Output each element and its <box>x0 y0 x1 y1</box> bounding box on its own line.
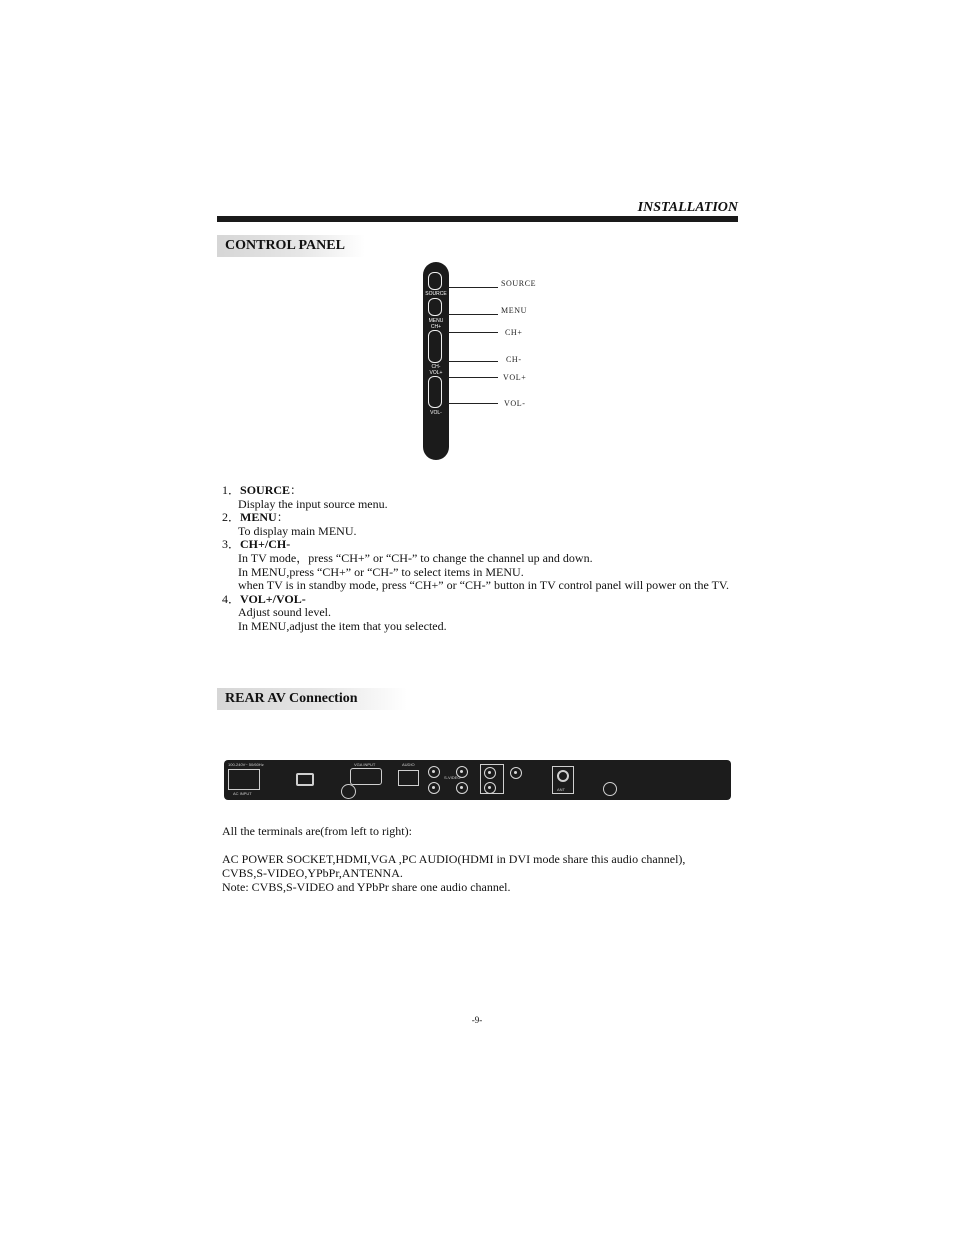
item-text: Adjust sound level. <box>238 605 331 620</box>
item-text: when TV is in standby mode, press “CH+” or “CH-” button in TV control panel will power on the TV. <box>238 578 730 593</box>
rear-av-title: REAR AV Connection <box>225 691 358 706</box>
ant-label: ANT <box>557 787 565 792</box>
source-key <box>428 272 442 290</box>
rear-panel-illustration <box>224 760 731 800</box>
terminals-list-line-1: AC POWER SOCKET,HDMI,VGA ,PC AUDIO(HDMI in DVI mode share this audio channel), <box>222 852 686 866</box>
ch-plus-callout: CH+ <box>505 328 523 337</box>
vol-plus-leader-line <box>447 377 498 378</box>
item-title: SOURCE <box>240 483 291 497</box>
control-panel-title: CONTROL PANEL <box>225 238 345 253</box>
item-text: In MENU,press “CH+” or “CH-” to select items in MENU. <box>238 564 524 579</box>
item-text: In TV mode，press “CH+” or “CH-” to change the channel up and down. <box>238 550 593 565</box>
hdmi-port <box>296 773 314 786</box>
header-rule <box>217 216 738 222</box>
vga-input-label: VGA INPUT <box>354 762 376 767</box>
ac-power-socket <box>228 769 260 790</box>
menu-key <box>428 298 442 316</box>
rear-av-heading <box>217 688 407 710</box>
antenna-connector <box>557 770 569 782</box>
item-text: Display the input source menu. <box>238 496 388 511</box>
vol-minus-callout: VOL- <box>504 399 526 408</box>
ac-input-label: AC INPUT <box>233 791 252 796</box>
control-panel-heading <box>217 235 365 257</box>
source-leader-line <box>447 287 498 288</box>
audio-left-jack <box>456 766 468 778</box>
audio-label: AUDIO <box>402 762 415 767</box>
item-text: To display main MENU. <box>238 523 357 538</box>
ch-minus-callout: CH- <box>506 355 522 364</box>
section-header-title: INSTALLATION <box>637 200 738 215</box>
vol-minus-leader-line <box>447 403 498 404</box>
mount-hole-left <box>341 784 356 799</box>
svideo-label: S-VIDEO <box>444 775 461 780</box>
terminals-intro: All the terminals are(from left to right): <box>222 824 412 838</box>
pb-jack <box>484 782 496 794</box>
pc-audio-port <box>398 770 419 786</box>
list-item: 1．SOURCE： <box>222 483 303 497</box>
ch-minus-key-label: CH- <box>431 364 441 370</box>
button-descriptions <box>222 484 738 634</box>
menu-key-label: MENU <box>428 318 444 324</box>
channel-key <box>428 330 442 363</box>
ch-minus-leader-line <box>447 361 498 362</box>
menu-leader-line <box>447 314 498 315</box>
item-text: In MENU,adjust the item that you selected. <box>238 618 447 633</box>
menu-callout: MENU <box>501 306 527 315</box>
vga-port <box>350 768 382 785</box>
item-title: VOL+/VOL- <box>240 591 306 606</box>
audio-right-jack <box>456 782 468 794</box>
item-title: MENU <box>240 510 277 525</box>
list-item: 4．VOL+/VOL- <box>222 591 306 606</box>
svideo-jack <box>428 782 440 794</box>
vol-minus-key-label: VOL- <box>430 410 442 416</box>
terminals-note: Note: CVBS,S-VIDEO and YPbPr share one audio channel. <box>222 880 511 894</box>
list-item: 3．CH+/CH- <box>222 537 291 552</box>
list-item: 2．MENU： <box>222 510 289 525</box>
ch-plus-key-label: CH+ <box>430 324 442 330</box>
volume-key <box>428 376 442 408</box>
ac-rating-label: 100-240V~ 50/60Hz <box>228 762 264 767</box>
item-title: CH+/CH- <box>240 537 291 552</box>
pr-jack <box>510 767 522 779</box>
mount-hole-right <box>603 782 617 796</box>
y-jack <box>484 767 496 779</box>
source-key-label: SOURCE <box>425 291 447 297</box>
ch-plus-leader-line <box>447 332 498 333</box>
source-callout: SOURCE <box>501 279 537 288</box>
vol-plus-callout: VOL+ <box>503 373 527 382</box>
page-number: -9- <box>471 1015 483 1025</box>
terminals-list-line-2: CVBS,S-VIDEO,YPbPr,ANTENNA. <box>222 866 403 880</box>
control-panel-illustration <box>423 262 449 460</box>
vol-plus-key-label: VOL+ <box>429 370 443 376</box>
cvbs-video-jack <box>428 766 440 778</box>
